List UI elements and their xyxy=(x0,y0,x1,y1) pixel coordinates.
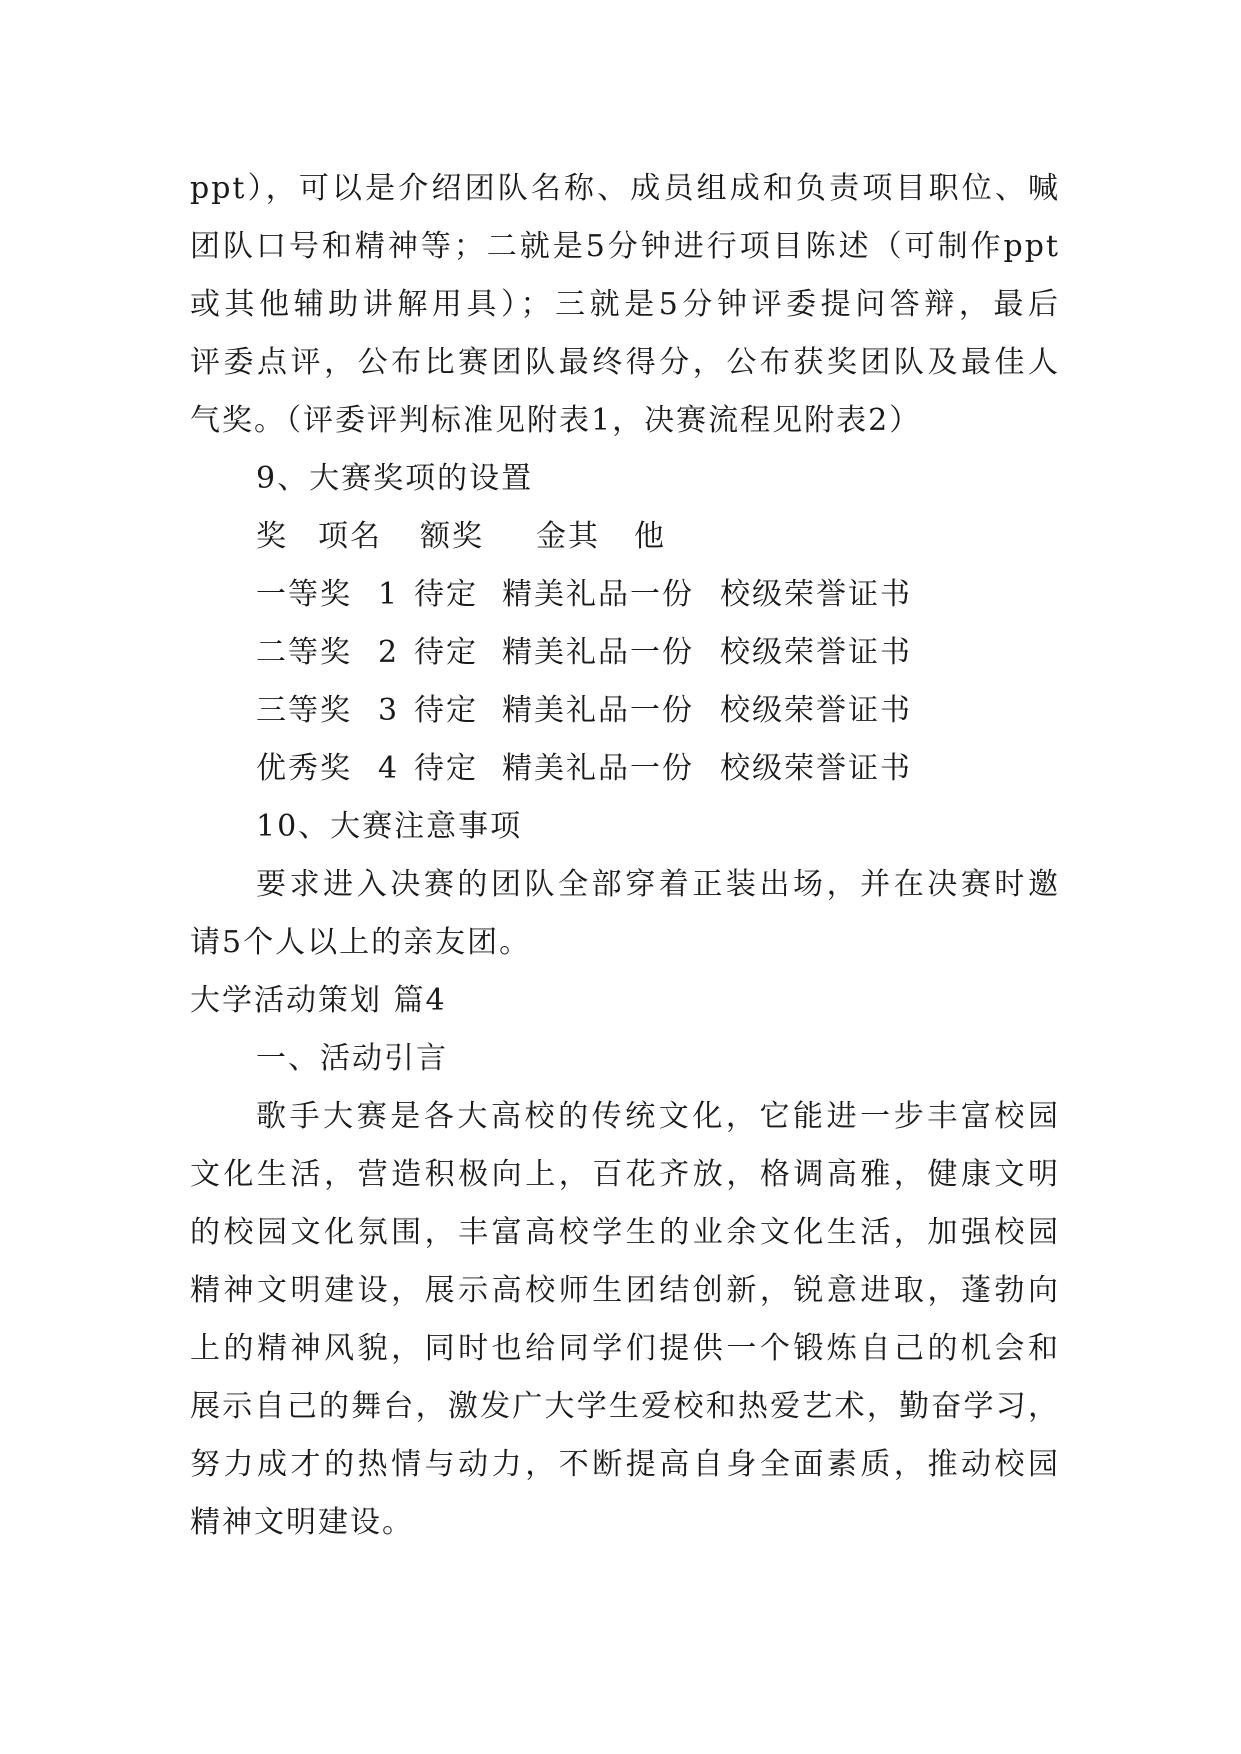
paragraph-line: 精神文明建设。 xyxy=(190,1505,414,1540)
award-count: 2 xyxy=(378,635,400,670)
award-count: 3 xyxy=(378,693,400,728)
award-name: 二等奖 xyxy=(256,635,352,670)
award-table-header xyxy=(190,508,1060,566)
award-header-cell: 金其 xyxy=(536,519,600,554)
award-gift: 精美礼品一份 xyxy=(502,751,694,786)
paragraph-line: 团队口号和精神等；二就是5分钟进行项目陈述（可制作ppt xyxy=(190,229,1060,264)
award-row xyxy=(190,740,1060,798)
section-9-heading: 9、大赛奖项的设置 xyxy=(256,461,534,496)
award-name: 一等奖 xyxy=(256,577,352,612)
award-gift: 精美礼品一份 xyxy=(502,635,694,670)
award-count: 4 xyxy=(378,751,400,786)
paragraph-line: 的校园文化氛围，丰富高校学生的业余文化生活，加强校园 xyxy=(190,1215,1060,1250)
award-gift: 精美礼品一份 xyxy=(502,693,694,728)
award-name: 三等奖 xyxy=(256,693,352,728)
paragraph-line: 评委点评，公布比赛团队最终得分，公布获奖团队及最佳人 xyxy=(190,345,1060,380)
paragraph-line: ppt），可以是介绍团队名称、成员组成和负责项目职位、喊 xyxy=(190,171,1060,206)
award-header-cell: 项名 xyxy=(318,519,382,554)
paragraph-line: 气奖。（评委评判标准见附表1，决赛流程见附表2） xyxy=(190,403,922,438)
section-10-heading: 10、大赛注意事项 xyxy=(256,809,523,844)
award-certificate: 校级荣誉证书 xyxy=(720,635,912,670)
paragraph-line: 或其他辅助讲解用具）；三就是5分钟评委提问答辩，最后 xyxy=(190,287,1060,322)
award-count: 1 xyxy=(378,577,400,612)
award-certificate: 校级荣誉证书 xyxy=(720,693,912,728)
paragraph-line: 上的精神风貌，同时也给同学们提供一个锻炼自己的机会和 xyxy=(190,1331,1060,1366)
paragraph-line: 请5个人以上的亲友团。 xyxy=(190,925,532,960)
part-title: 大学活动策划 篇4 xyxy=(190,983,447,1018)
paragraph-line: 精神文明建设，展示高校师生团结创新，锐意进取，蓬勃向 xyxy=(190,1273,1060,1308)
award-gift: 精美礼品一份 xyxy=(502,577,694,612)
award-name: 优秀奖 xyxy=(256,751,352,786)
award-header-cell: 奖 xyxy=(256,519,288,554)
award-header-cell: 他 xyxy=(634,519,666,554)
award-certificate: 校级荣誉证书 xyxy=(720,577,912,612)
award-header-cell: 额奖 xyxy=(420,519,484,554)
award-row xyxy=(190,624,1060,682)
paragraph-line: 展示自己的舞台，激发广大学生爱校和热爱艺术，勤奋学习， xyxy=(190,1389,1060,1424)
award-money: 待定 xyxy=(414,693,478,728)
award-money: 待定 xyxy=(414,577,478,612)
award-certificate: 校级荣誉证书 xyxy=(720,751,912,786)
paragraph-line: 要求进入决赛的团队全部穿着正装出场，并在决赛时邀 xyxy=(256,867,1060,902)
award-row xyxy=(190,682,1060,740)
document-body xyxy=(190,160,1060,1552)
award-row xyxy=(190,566,1060,624)
award-money: 待定 xyxy=(414,751,478,786)
paragraph-line: 歌手大赛是各大高校的传统文化，它能进一步丰富校园 xyxy=(256,1099,1060,1134)
paragraph-line: 文化生活，营造积极向上，百花齐放，格调高雅，健康文明 xyxy=(190,1157,1060,1192)
award-money: 待定 xyxy=(414,635,478,670)
paragraph-line: 努力成才的热情与动力，不断提高自身全面素质，推动校园 xyxy=(190,1447,1060,1482)
subheading: 一、活动引言 xyxy=(256,1041,448,1076)
